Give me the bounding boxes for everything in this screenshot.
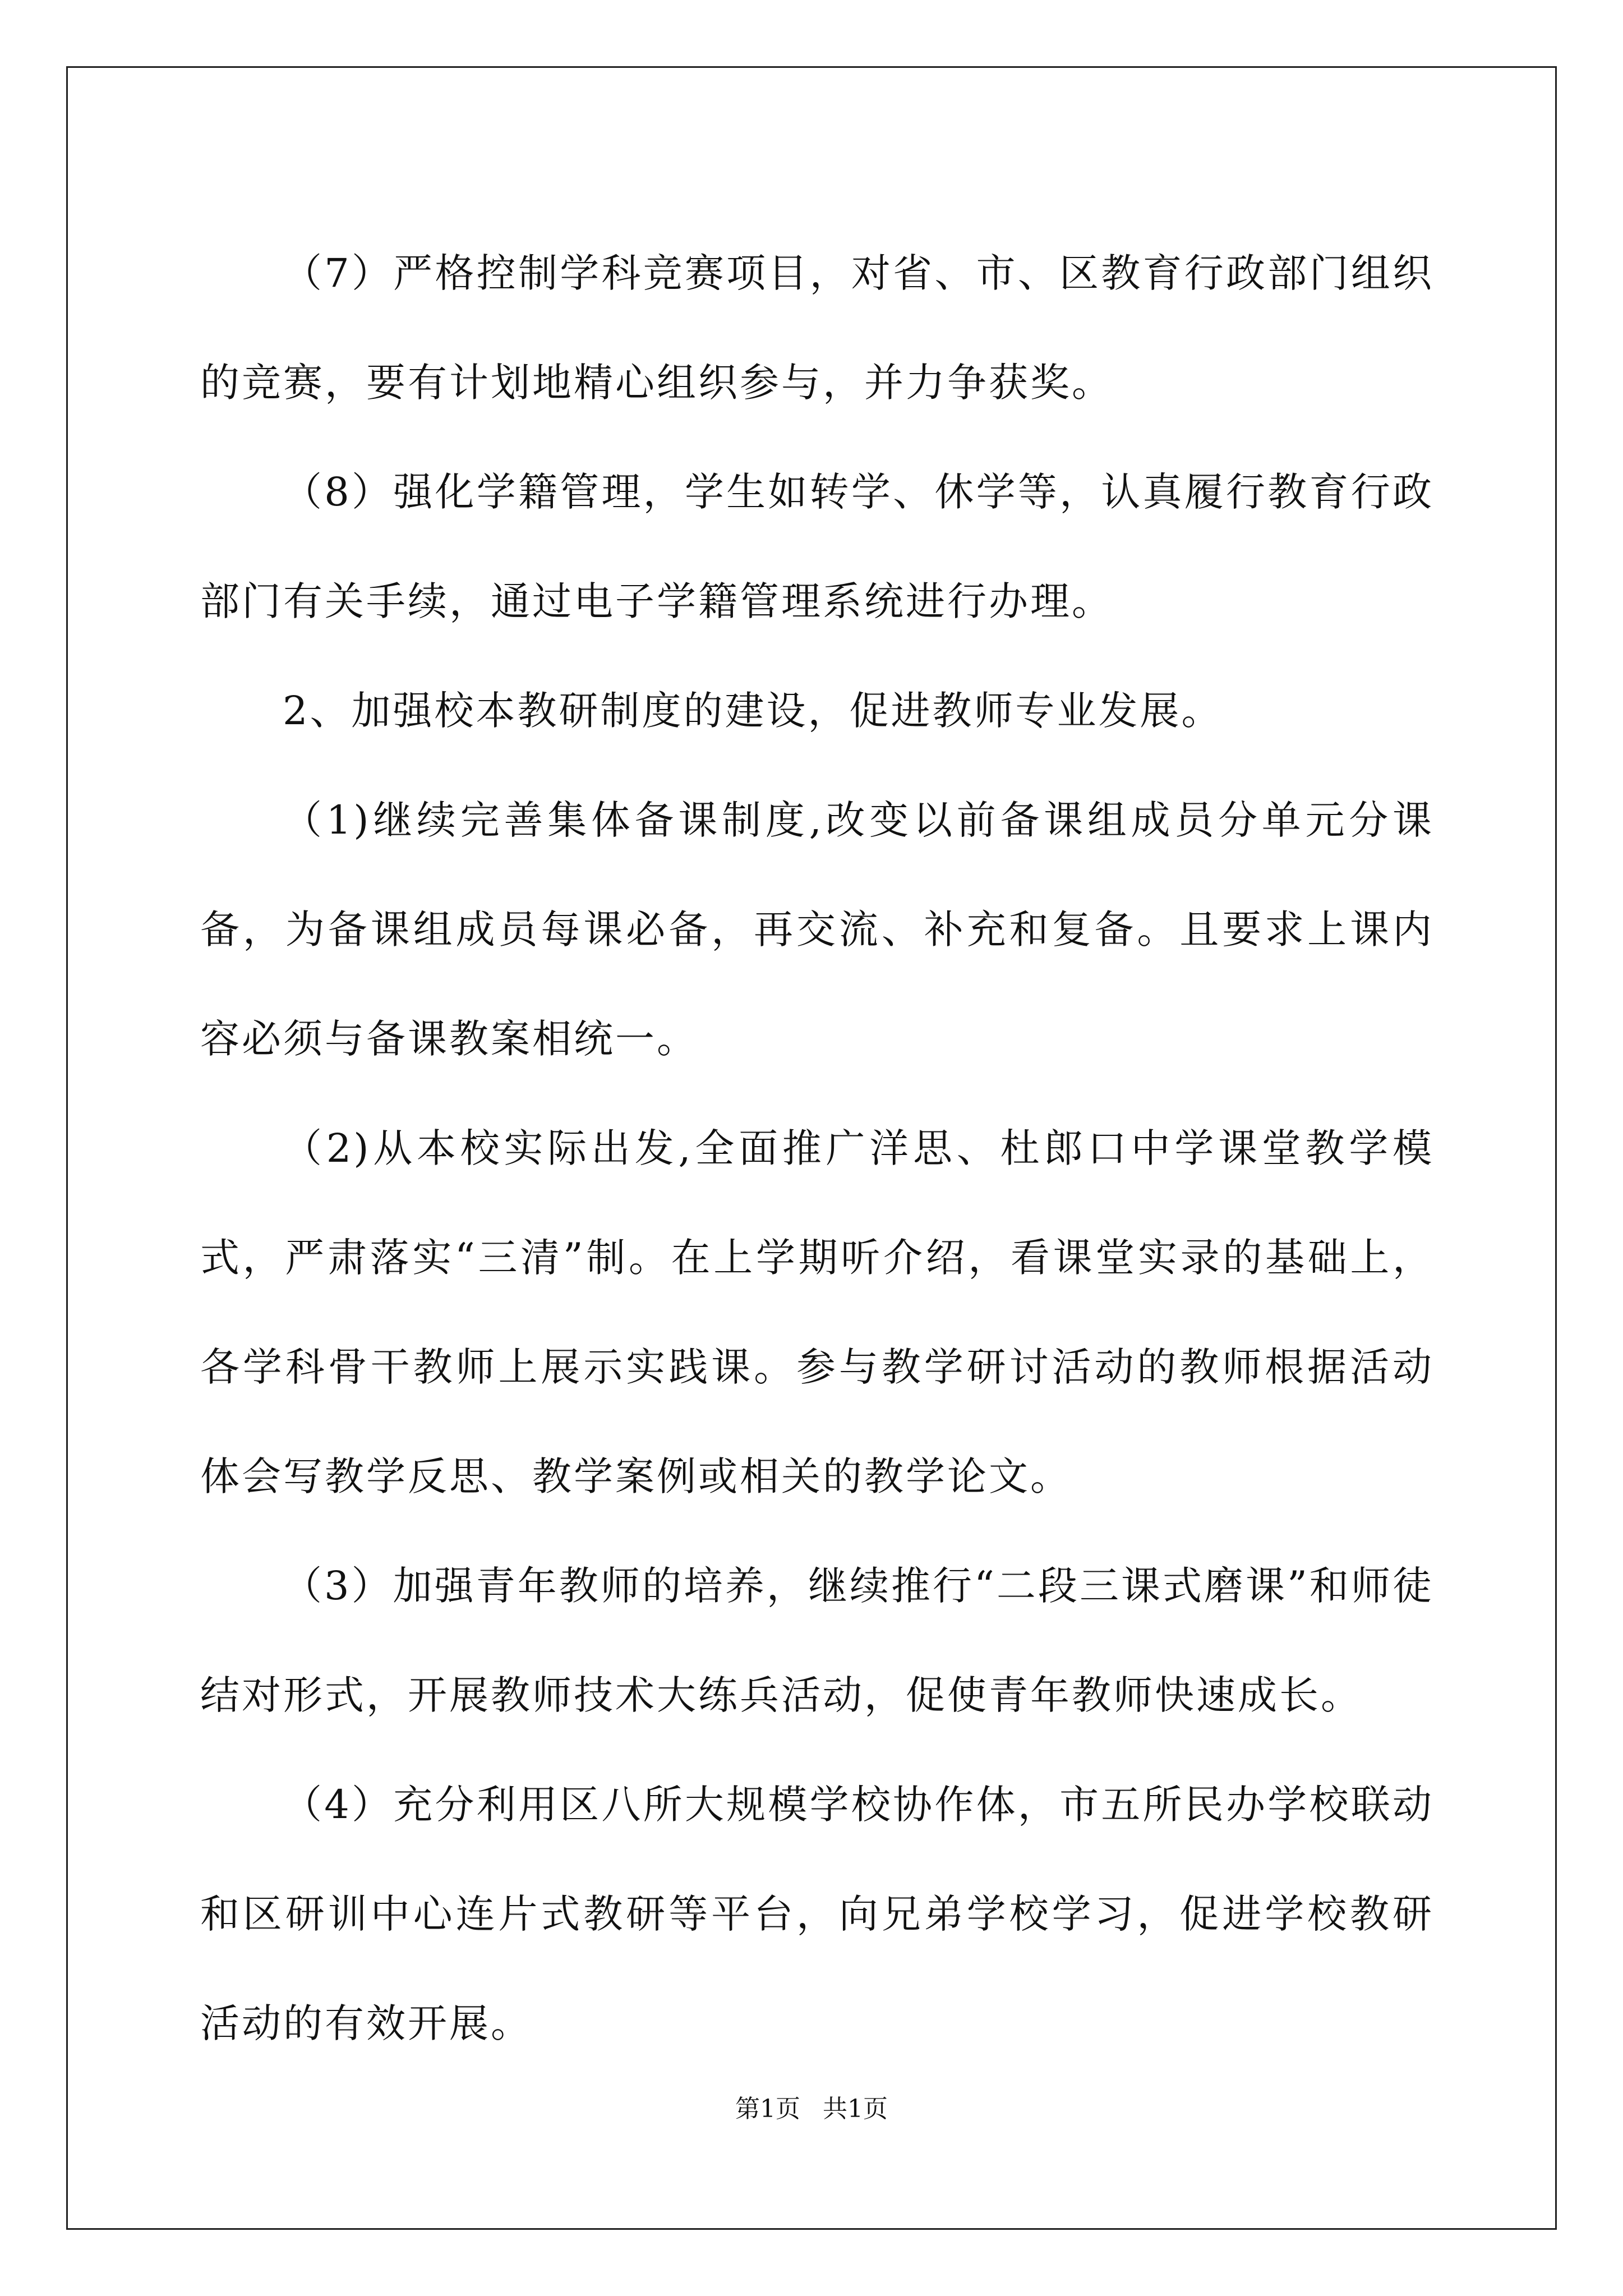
section-2-heading: 2、加强校本教研制度的建设，促进教师专业发展。	[283, 688, 1223, 734]
page-number: 第1页	[735, 2095, 800, 2123]
paragraph-4-collaboration: （4）充分利用区八所大规模学校协作体，市五所民办学校联动和区研训中心连片式教研等平台，向兄弟学校学习，促进学校教研活动的有效开展。	[200, 1782, 1434, 2046]
page-footer	[0, 2092, 1623, 2126]
paragraph-1-lesson-prep: （1)继续完善集体备课制度,改变以前备课组成员分单元分课备，为备课组成员每课必备，再交流、补充和复备。且要求上课内容必须与备课教案相统一。	[200, 797, 1434, 1062]
document-body	[200, 219, 1434, 2078]
page-total: 共1页	[823, 2095, 888, 2123]
paragraph-2-teaching-model: （2)从本校实际出发,全面推广洋思、杜郎口中学课堂教学模式，严肃落实“三清”制。在上学期听介绍，看课堂实录的基础上，各学科骨干教师上展示实践课。参与教学研讨活动的教师根据活动体会写教学反思、教学案例或相关的教学论文。	[200, 1125, 1434, 1499]
paragraph-8-enrollment: （8）强化学籍管理，学生如转学、休学等，认真履行教育行政部门有关手续，通过电子学籍管理系统进行办理。	[200, 469, 1434, 624]
paragraph-3-young-teachers: （3）加强青年教师的培养，继续推行“二段三课式磨课”和师徒结对形式，开展教师技术大练兵活动，促使青年教师快速成长。	[200, 1563, 1434, 1718]
paragraph-7-competitions: （7）严格控制学科竞赛项目，对省、市、区教育行政部门组织的竞赛，要有计划地精心组织参与，并力争获奖。	[200, 250, 1434, 406]
